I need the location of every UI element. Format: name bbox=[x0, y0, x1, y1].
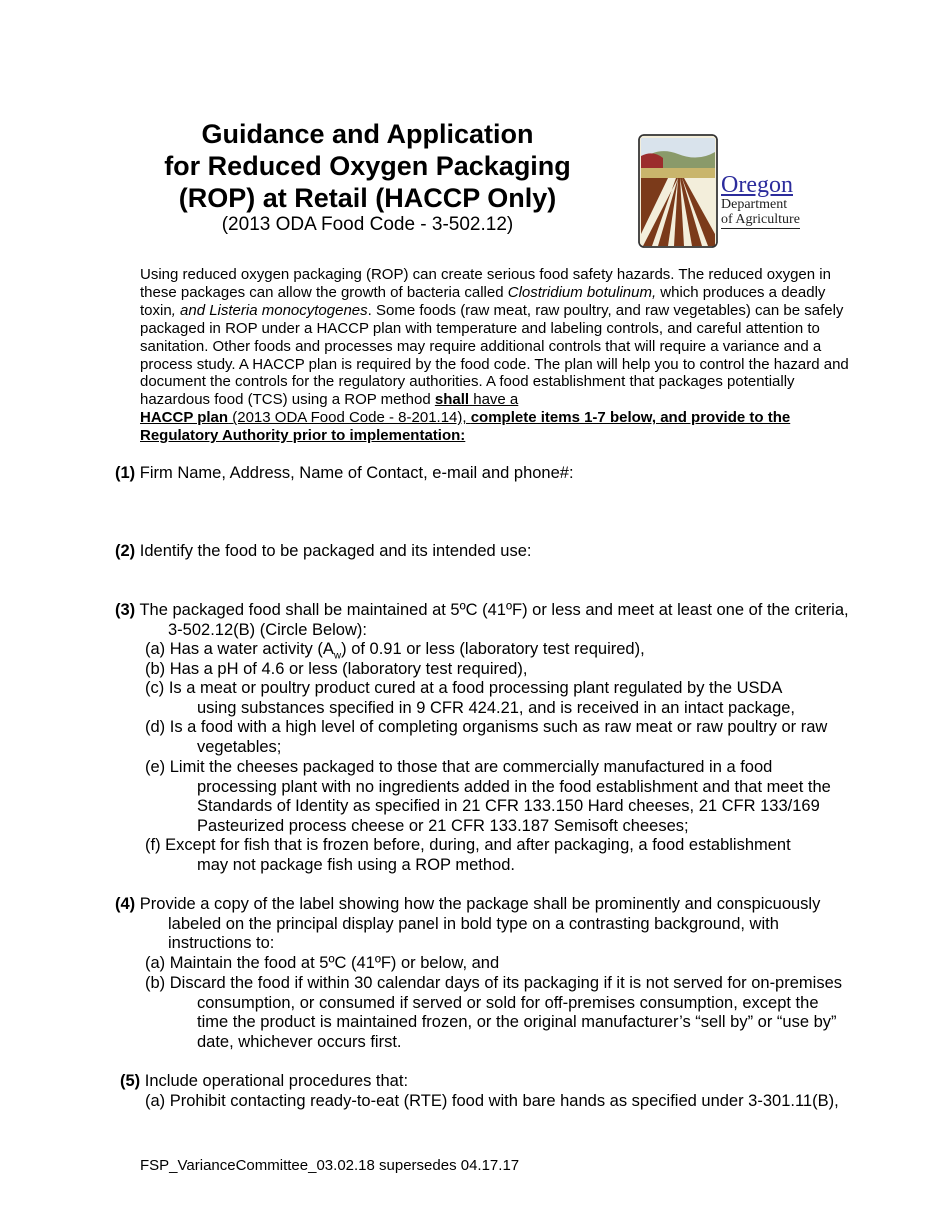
title-line-2: for Reduced Oxygen Packaging bbox=[164, 151, 571, 181]
item-3b: (b) Has a pH of 4.6 or less (laboratory test required), bbox=[145, 660, 528, 678]
item-2: (2) Identify the food to be packaged and its intended use: bbox=[115, 542, 532, 560]
item-1: (1) Firm Name, Address, Name of Contact, e-mail and phone#: bbox=[115, 464, 574, 482]
title-line-3: (ROP) at Retail (HACCP Only) bbox=[178, 183, 557, 213]
item-4a: (a) Maintain the food at 5ºC (41ºF) or below, and bbox=[145, 954, 500, 972]
item-3a: (a) Has a water activity $(A_w)$ of 0.91 or less (laboratory test required), bbox=[145, 640, 645, 662]
item-3c: (c) Is a meat or poultry product cured at a food processing plant regulated by the USDA using substances specified in 9 CFR 424.21, and is received in an intact package, bbox=[145, 679, 796, 717]
intro-paragraph: Using reduced oxygen packaging (ROP) can create serious food safety hazards. The reduced oxygen in these packages can allow the growth of bacteria called Clostridium botulinum, which produces a deadly toxin, and Listeria monocytogenes. Some foods (raw meat, raw poultry, and raw vegetables) can be safely packaged in ROP under a HACCP plan with temperature and labeling controls, and careful attention to sanitation. Other foods and processes may require additional controls that will require a variance and a process study. A HACCP plan is required by the food code. The plan will help you to control the hazard and document the controls for the regulatory authorities. A food establishment that packages potentially hazardous food (TCS) using a ROP method shall have a HACCP plan (2013 ODA Food Code - 8-201.14), complete items 1-7 below, and provide to the Regulatory Authority prior to implementation: bbox=[140, 266, 849, 445]
instruction-emphasis: complete items 1-7 below, and provide to the Regulatory Authority prior to implementation: bbox=[140, 409, 791, 445]
logo-brand: Oregon bbox=[721, 172, 793, 198]
item-3f: (f) Except for fish that is frozen before, during, and after packaging, a food establishment may not package fish using a ROP method. bbox=[145, 836, 791, 874]
document-subtitle: (2013 ODA Food Code - 3-502.12) bbox=[221, 214, 514, 235]
logo-line-2: of Agriculture bbox=[721, 212, 800, 227]
oda-logo bbox=[638, 134, 818, 248]
item-5a: (a) Prohibit contacting ready-to-eat (RTE) food with bare hands as specified under 3-301.11(B), bbox=[145, 1092, 839, 1110]
document-title bbox=[130, 118, 605, 214]
logo-line-1: Department bbox=[721, 197, 788, 212]
organism-name: Clostridium botulinum, bbox=[507, 283, 657, 301]
item-3d: (d) Is a food with a high level of completing organisms such as raw meat or raw poultry or raw vegetables; bbox=[145, 718, 828, 756]
item-4: (4) Provide a copy of the label showing how the package shall be prominently and conspicuously labeled on the principal display panel in bold type on a contrasting background, with instructions to: bbox=[115, 895, 821, 952]
document-footer: FSP_VarianceCommittee_03.02.18 supersedes 04.17.17 bbox=[140, 1157, 520, 1174]
farm-field-icon bbox=[638, 134, 718, 248]
item-3: (3) The packaged food shall be maintained at 5ºC (41ºF) or less and meet at least one of the criteria, 3-502.12(B) (Circle Below): bbox=[115, 601, 849, 639]
shall-emphasis: shall bbox=[434, 391, 470, 409]
item-4b: (b) Discard the food if within 30 calendar days of its packaging if it is not served for on-premises consumption, or consumed if served or sold for off-premises consumption, except the time the product is maintained frozen, or the original manufacturer’s “sell by” or “use by” date, whichever occurs first. bbox=[145, 974, 842, 1051]
title-line-1: Guidance and Application bbox=[201, 119, 534, 149]
item-5: (5) Include operational procedures that: bbox=[120, 1072, 409, 1090]
haccp-plan-emphasis: HACCP plan bbox=[140, 409, 229, 427]
item-3e: (e) Limit the cheeses packaged to those that are commercially manufactured in a food processing plant with no ingredients added in the food establishment and that meet the Standards of Identity as specified in 21 CFR 133.150 Hard cheeses, 21 CFR 133/169 Pasteurized process cheese or 21 CFR 133.187 Semisoft cheeses; bbox=[145, 758, 831, 835]
